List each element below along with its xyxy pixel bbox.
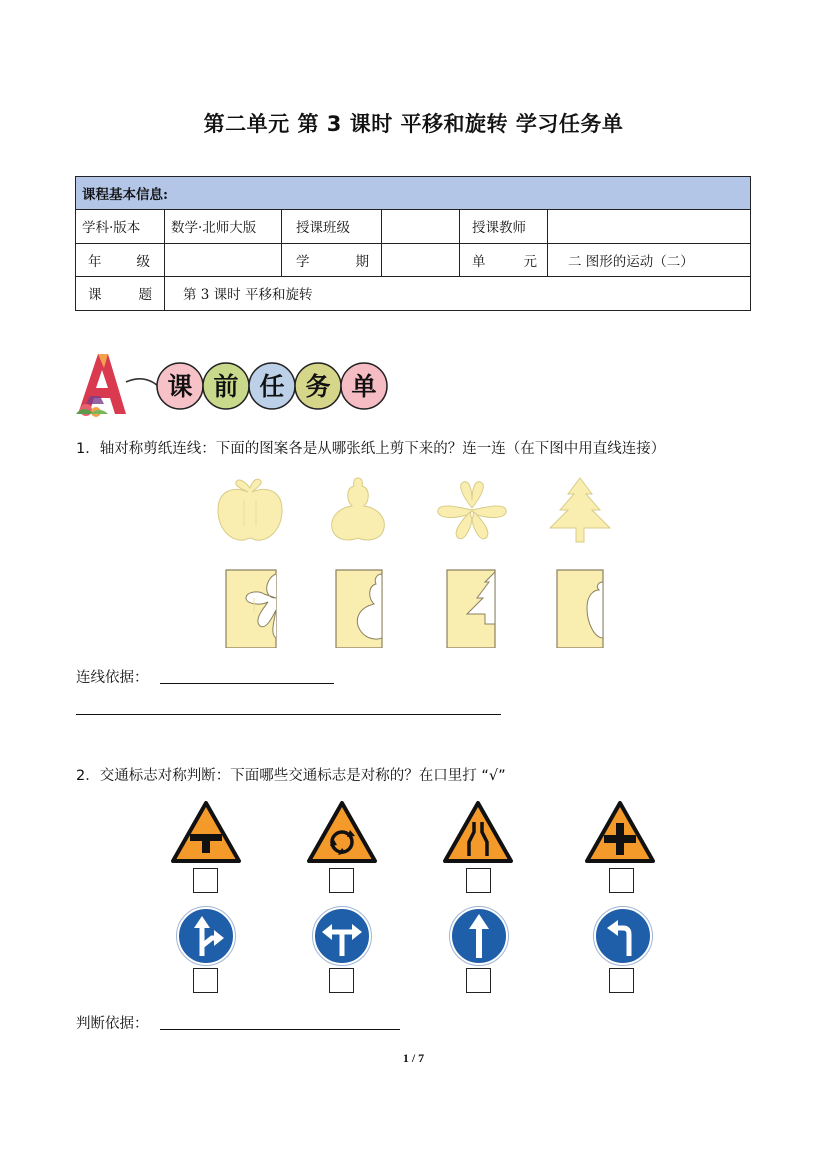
checkbox-left-or-right[interactable] — [329, 968, 354, 993]
road-narrows-sign — [442, 800, 514, 864]
grade-label: 年 级 — [76, 243, 165, 277]
page-title: 第二单元 第 3 课时 平移和旋转 学习任务单 — [203, 112, 624, 136]
apple-shape[interactable] — [214, 478, 286, 544]
pre-class-task-banner — [74, 352, 404, 420]
q2-basis-line[interactable] — [160, 1029, 400, 1030]
roundabout-sign — [306, 800, 378, 864]
course-info-header: 课程基本信息: — [76, 177, 751, 210]
banner-char-4: 务 — [305, 372, 331, 401]
banner-char-3: 任 — [259, 372, 285, 401]
question-2-text: 2．交通标志对称判断：下面哪些交通标志是对称的？在口里打 “√” — [76, 768, 506, 784]
straight-only-sign — [449, 906, 509, 966]
unit-label: 单 元 — [460, 243, 548, 277]
unit-value: 二 图形的运动（二） — [548, 243, 751, 277]
subject-label: 学科·版本 — [76, 210, 165, 244]
banner-char-1: 课 — [167, 372, 193, 401]
half-gourd-paper[interactable] — [334, 568, 384, 648]
tree-shape[interactable] — [546, 476, 614, 544]
q1-basis-line-2[interactable] — [76, 714, 501, 715]
class-value[interactable] — [382, 210, 460, 244]
checkbox-straight-or-right[interactable] — [193, 968, 218, 993]
q1-basis-line[interactable] — [160, 683, 334, 684]
checkbox-turn-left[interactable] — [609, 968, 634, 993]
gourd-shape[interactable] — [326, 476, 390, 544]
crossroad-sign — [584, 800, 656, 864]
course-info-table — [75, 176, 751, 311]
topic-label: 课 题 — [76, 277, 165, 311]
banner-char-2: 前 — [213, 372, 239, 401]
checkbox-crossroad[interactable] — [609, 868, 634, 893]
subject-value: 数学·北师大版 — [165, 210, 282, 244]
checkbox-t-junction[interactable] — [193, 868, 218, 893]
half-tree-paper[interactable] — [445, 568, 497, 648]
q2-basis-label: 判断依据： — [76, 1016, 149, 1032]
teacher-label: 授课教师 — [460, 210, 548, 244]
straight-or-right-sign — [176, 906, 236, 966]
checkbox-straight-only[interactable] — [466, 968, 491, 993]
flower-shape[interactable] — [434, 480, 510, 542]
banner-char-5: 单 — [351, 372, 377, 401]
turn-left-sign — [593, 906, 653, 966]
q1-basis-label: 连线依据： — [76, 670, 149, 686]
letter-a-logo — [76, 354, 126, 417]
page-number: 1 / 7 — [402, 1051, 425, 1065]
checkbox-roundabout[interactable] — [329, 868, 354, 893]
half-flower-paper[interactable] — [224, 568, 278, 648]
class-label: 授课班级 — [282, 210, 382, 244]
term-label: 学 期 — [282, 243, 382, 277]
checkbox-road-narrows[interactable] — [466, 868, 491, 893]
t-junction-sign — [170, 800, 242, 864]
topic-value: 第 3 课时 平移和旋转 — [165, 277, 751, 311]
question-1-text: 1．轴对称剪纸连线：下面的图案各是从哪张纸上剪下来的？连一连（在下图中用直线连接） — [76, 441, 666, 457]
teacher-value[interactable] — [548, 210, 751, 244]
left-or-right-sign — [312, 906, 372, 966]
half-apple-paper[interactable] — [555, 568, 605, 648]
term-value[interactable] — [382, 243, 460, 277]
grade-value[interactable] — [165, 243, 282, 277]
